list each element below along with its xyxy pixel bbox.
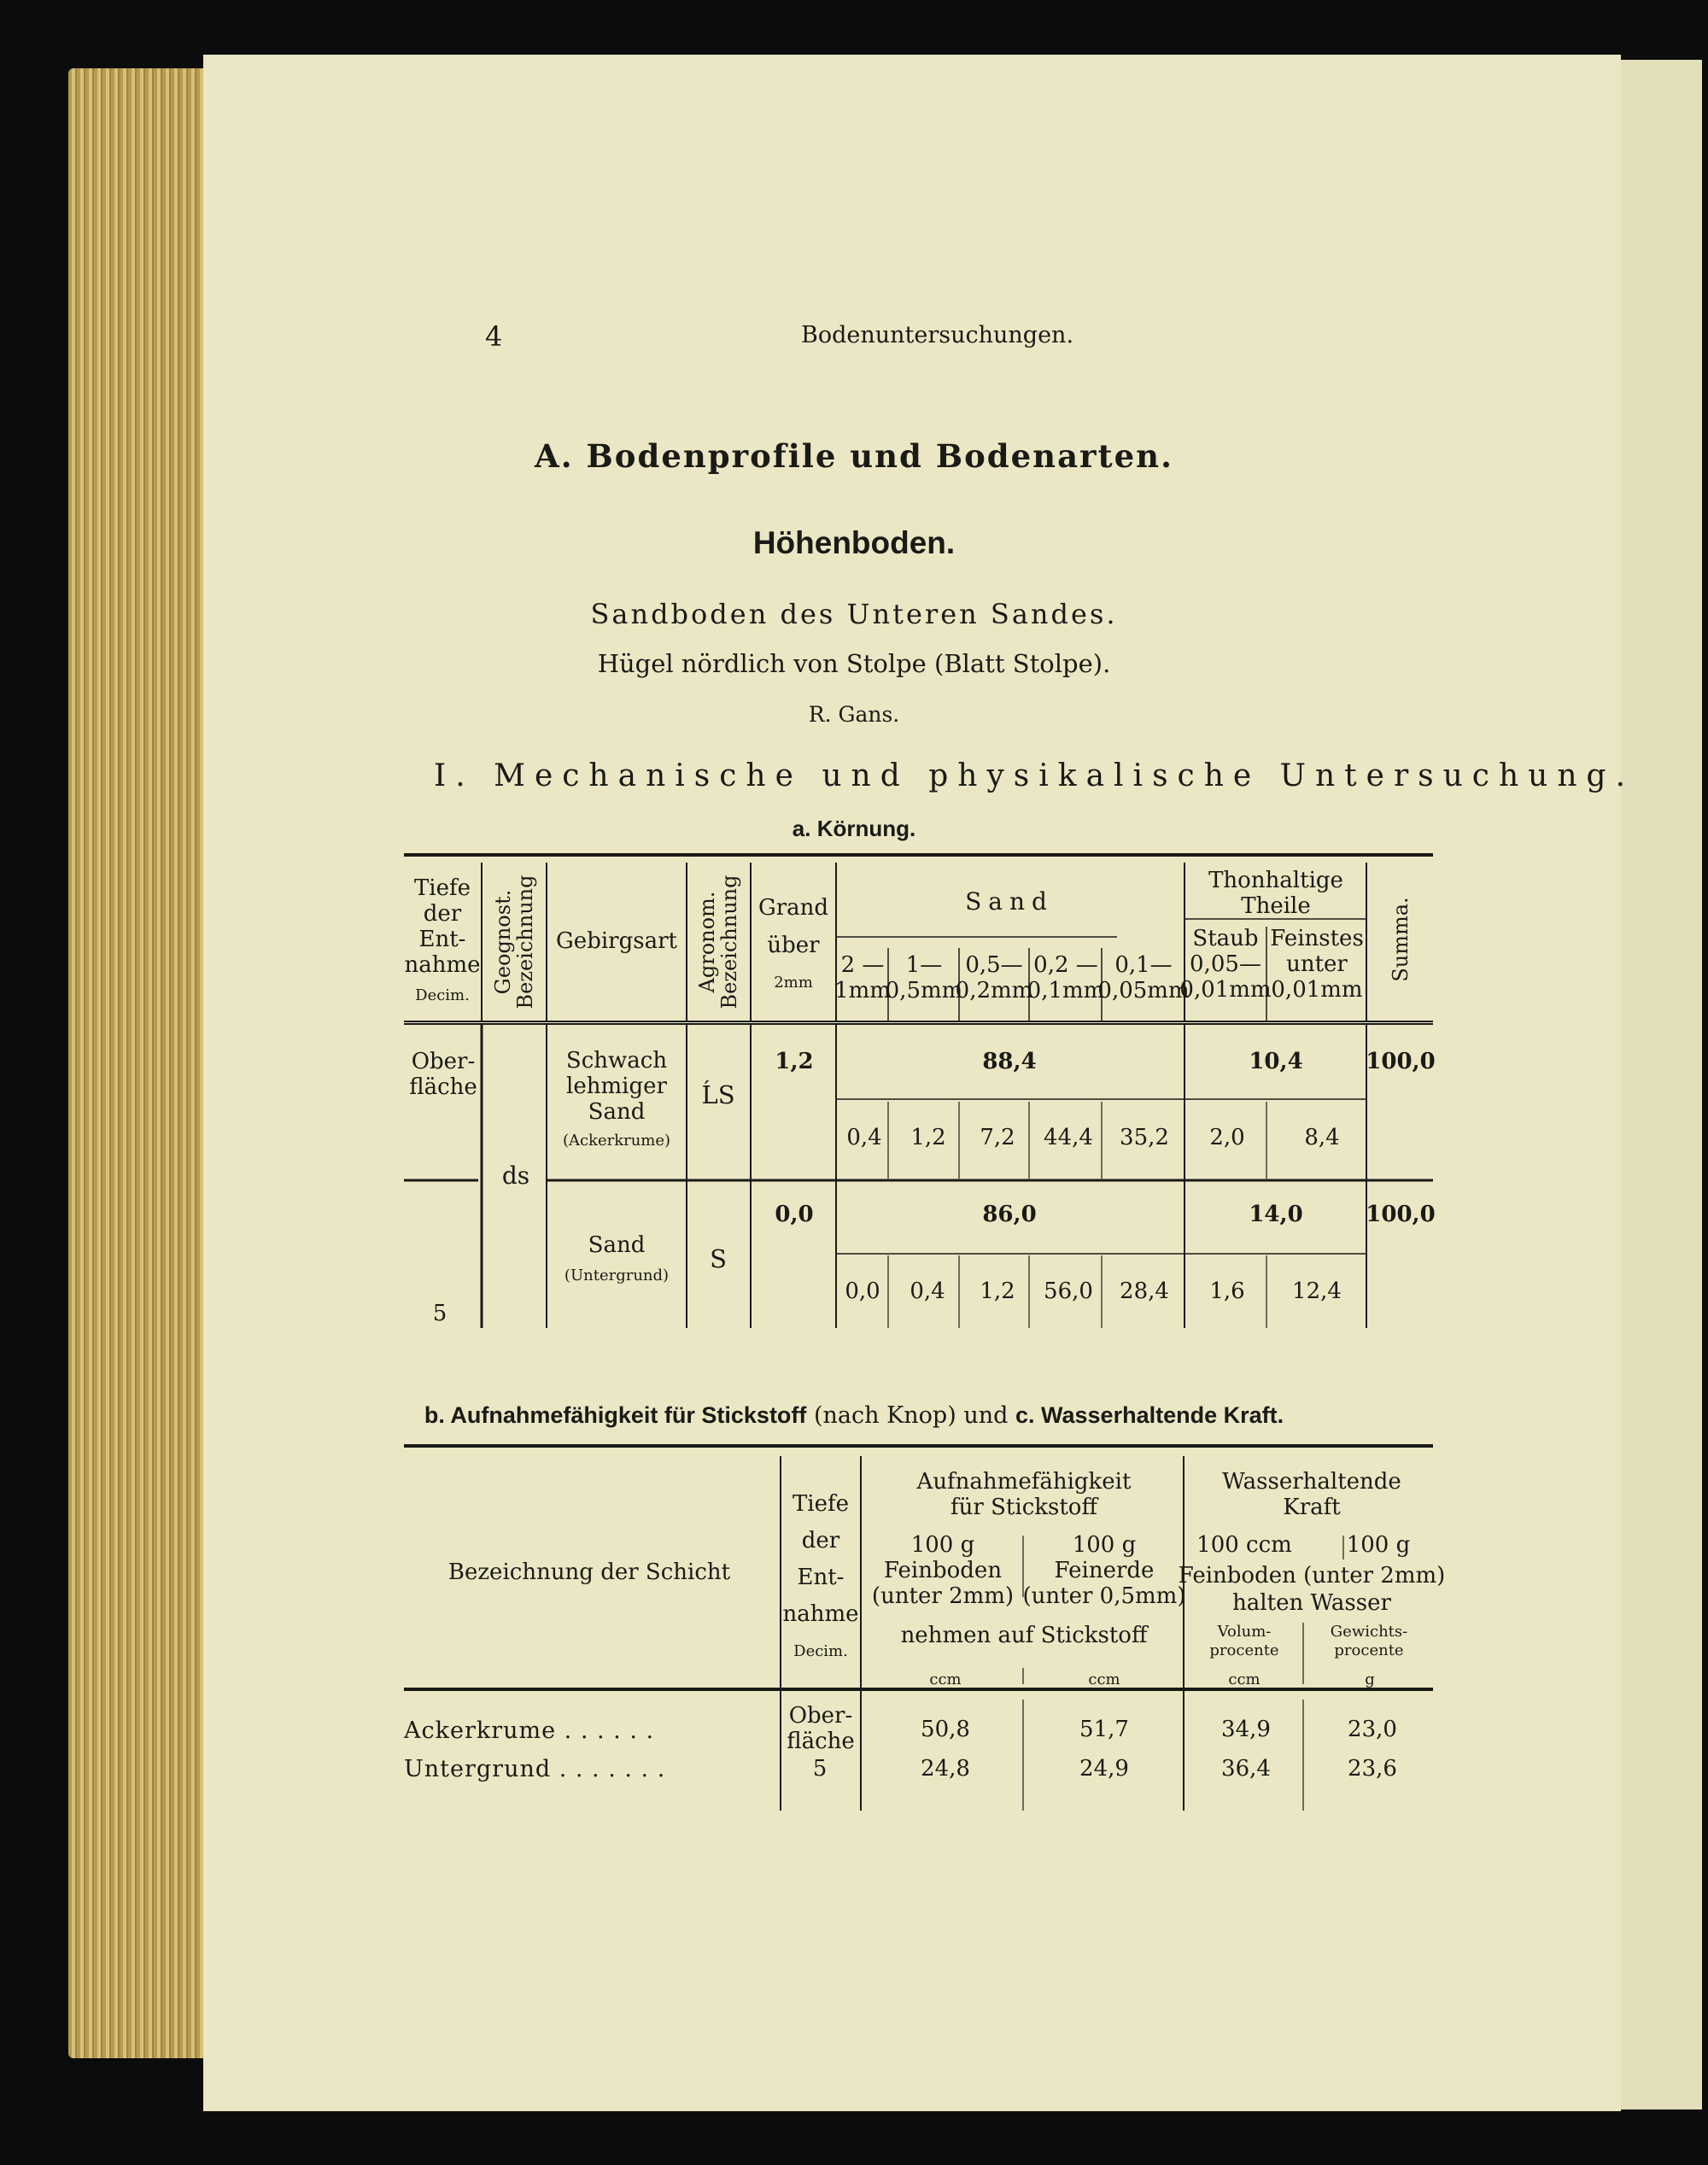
row-untergrund-gewicht: 23,6 — [1348, 1756, 1397, 1782]
header-b-depth: Tiefe der Ent- nahme Decim. — [782, 1491, 859, 1660]
row1-summa: 100,0 — [1366, 1049, 1436, 1074]
row-untergrund-name: Untergrund . . . . . . . — [404, 1756, 666, 1782]
subheading: Höhenboden. — [752, 525, 956, 560]
row-ackerkrume-volum: 34,9 — [1221, 1717, 1271, 1742]
header-aufnahme: Aufnahmefähigkeit für Stickstoff — [916, 1469, 1132, 1520]
row2-fraction: 0,0 — [845, 1279, 880, 1304]
header-agronom: Agronom. Bezeichnung — [695, 875, 741, 1009]
header-sand-05-02: 0,5— 0,2mm — [955, 952, 1033, 1004]
header-sand: Sand — [965, 887, 1054, 916]
header-ccm1: ccm — [929, 1671, 962, 1688]
row2-fraction: 0,4 — [910, 1279, 945, 1304]
header-w-halten: halten Wasser — [1232, 1590, 1391, 1616]
header-bezeichnung: Bezeichnung der Schicht — [447, 1559, 731, 1585]
header-feinboden: 100 g Feinboden (unter 2mm) — [871, 1532, 1015, 1609]
row1-fraction: 44,4 — [1044, 1125, 1093, 1150]
row2-fraction: 1,6 — [1209, 1279, 1245, 1304]
header-gewicht: Gewichts- procente — [1330, 1623, 1408, 1659]
geognost-value: ds — [501, 1161, 530, 1190]
subtitle: Sandboden des Unteren Sandes. — [590, 598, 1118, 630]
header-thonhaltige: Thonhaltige Theile — [1208, 868, 1343, 919]
row2-fraction: 28,4 — [1120, 1279, 1169, 1304]
header-geognost: Geognost. Bezeichnung — [491, 875, 537, 1009]
header-ccm3: ccm — [1228, 1671, 1261, 1688]
row-ackerkrume-feinerde: 51,7 — [1079, 1717, 1129, 1742]
row1-grand: 1,2 — [775, 1049, 814, 1074]
header-w-100ccm: 100 ccm — [1196, 1532, 1292, 1558]
header-sand-1-05: 1— 0,5mm — [885, 952, 963, 1004]
row1-fraction: 35,2 — [1120, 1125, 1169, 1150]
header-gebirgsart: Gebirgsart — [556, 928, 677, 954]
header-sand-2-1: 2 — 1mm — [834, 952, 891, 1004]
header-w-100g: 100 g — [1346, 1532, 1411, 1558]
row1-thon-total: 10,4 — [1249, 1049, 1303, 1074]
row2-agronom: S — [710, 1244, 727, 1273]
header-g: g — [1365, 1671, 1375, 1688]
header-feinerde: 100 g Feinerde (unter 0,5mm) — [1022, 1532, 1186, 1609]
header-wasser: Wasserhaltende Kraft — [1222, 1469, 1401, 1520]
header-depth: Tiefe der Ent- nahme Decim. — [404, 875, 481, 1004]
row2-sand-total: 86,0 — [982, 1202, 1037, 1227]
row-untergrund-depth: 5 — [812, 1756, 828, 1782]
row-untergrund-feinboden: 24,8 — [921, 1756, 970, 1782]
part-title: I. Mechanische und physikalische Untersuchung. — [434, 758, 1635, 793]
row1-fraction: 2,0 — [1209, 1125, 1245, 1150]
header-feinstes: Feinstes unter 0,01mm — [1270, 926, 1364, 1003]
row1-fraction: 1,2 — [910, 1125, 946, 1150]
row-ackerkrume-name: Ackerkrume . . . . . . — [404, 1717, 655, 1744]
row2-fraction: 12,4 — [1292, 1279, 1342, 1304]
row2-depth: 5 — [432, 1301, 447, 1326]
page-number: 4 — [485, 320, 503, 353]
row1-fraction: 8,4 — [1304, 1125, 1340, 1150]
row-ackerkrume-depth: Ober- fläche — [787, 1703, 855, 1754]
location: Hügel nördlich von Stolpe (Blatt Stolpe). — [597, 649, 1111, 678]
row2-gebirgsart: Sand (Untergrund) — [564, 1232, 670, 1284]
row2-summa: 100,0 — [1366, 1202, 1436, 1227]
header-staub: Staub 0,05— 0,01mm — [1179, 926, 1272, 1003]
header-grand: Grand über 2mm — [757, 895, 829, 992]
row2-fraction: 1,2 — [980, 1279, 1015, 1304]
row-ackerkrume-gewicht: 23,0 — [1348, 1717, 1397, 1742]
table-b-title: b. Aufnahmefähigkeit für Stickstoff (nach Knop) und c. Wasserhaltende Kraft. — [424, 1402, 1284, 1429]
header-ccm2: ccm — [1088, 1671, 1120, 1688]
row-ackerkrume-feinboden: 50,8 — [921, 1717, 970, 1742]
row1-agronom: ĹS — [701, 1080, 735, 1109]
row1-sand-total: 88,4 — [982, 1049, 1037, 1074]
header-summa: Summa. — [1389, 897, 1413, 982]
row1-depth: Ober- fläche — [409, 1049, 477, 1100]
header-sand-01-005: 0,1— 0,05mm — [1097, 952, 1190, 1004]
header-nehmen: nehmen auf Stickstoff — [900, 1623, 1148, 1648]
header-volum: Volum- procente — [1209, 1623, 1279, 1659]
section-title: A. Bodenprofile und Bodenarten. — [535, 437, 1173, 475]
row2-fraction: 56,0 — [1044, 1279, 1093, 1304]
row-untergrund-feinerde: 24,9 — [1079, 1756, 1129, 1782]
header-sand-02-01: 0,2 — 0,1mm — [1027, 952, 1105, 1004]
author: R. Gans. — [808, 702, 900, 727]
row1-fraction: 0,4 — [846, 1125, 882, 1150]
running-head: Bodenuntersuchungen. — [801, 322, 1074, 348]
row2-thon-total: 14,0 — [1249, 1202, 1303, 1227]
row1-fraction: 7,2 — [980, 1125, 1015, 1150]
row1-gebirgsart: Schwach lehmiger Sand (Ackerkrume) — [562, 1048, 671, 1150]
row2-grand: 0,0 — [775, 1202, 814, 1227]
header-w-feinboden: Feinboden (unter 2mm) — [1178, 1563, 1446, 1589]
table-a-title: a. Körnung. — [792, 816, 916, 841]
row-untergrund-volum: 36,4 — [1221, 1756, 1271, 1782]
